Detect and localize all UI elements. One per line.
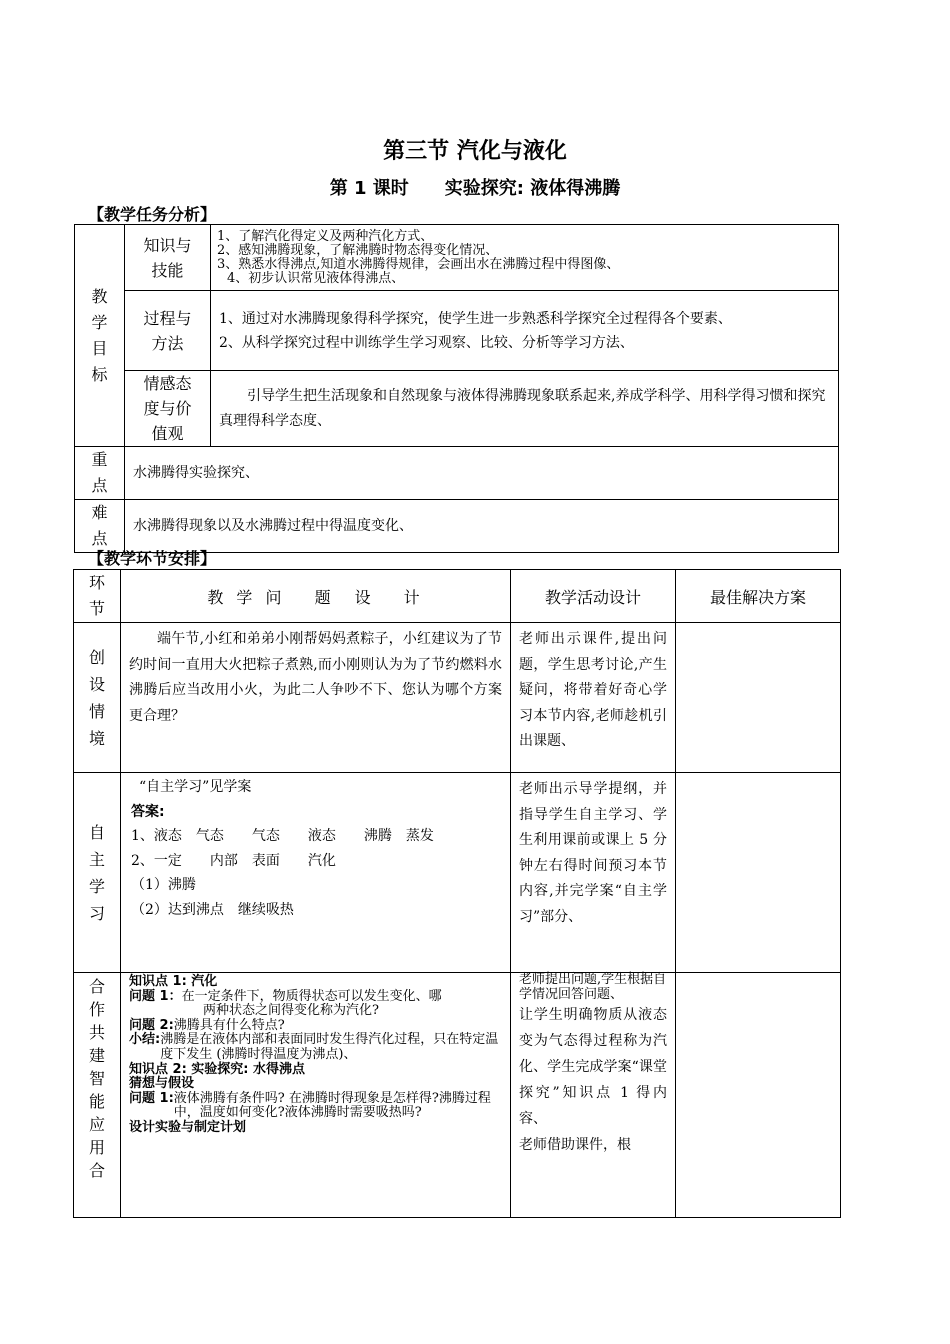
stage-cooperation: 合 作 共 建 智 能 应 用 合 xyxy=(74,973,121,1218)
key-point-label: 重 点 xyxy=(75,447,125,500)
process-items: 1、通过对水沸腾现象得科学探究，使学生进一步熟悉科学探究全过程得各个要素、 2、从科学探究过程中训练学生学习观察、比较、分析等学习方法、 xyxy=(211,291,839,371)
emotion-text: 引导学生把生活现象和自然现象与液体得沸腾现象联系起来,养成学科学、用科学得习惯和探究真理得科学态度、 xyxy=(211,371,839,447)
process-label: 过程与 方法 xyxy=(125,291,211,371)
emotion-label: 情感态 度与价 值观 xyxy=(125,371,211,447)
knowledge-items: 1、了解汽化得定义及两种汽化方式、 2、感知沸腾现象，了解沸腾时物态得变化情况、 3、熟悉水得沸点,知道水沸腾得规律，会画出水在沸腾过程中得图像、 4、初步认识常见液体得沸点、 xyxy=(211,225,839,291)
scenario-solution xyxy=(676,623,841,773)
difficult-point-text: 水沸腾得现象以及水沸腾过程中得温度变化、 xyxy=(125,500,839,553)
stage-scenario: 创 设 情 境 xyxy=(74,623,121,773)
header-stage: 环 节 xyxy=(74,570,121,623)
page-title: 第三节 汽化与液化 xyxy=(383,139,567,164)
self-study-problem: “自主学习”见学案 答案: 1、液态 气态 气态 液态 沸腾 蒸发 2、一定 内部 表面 汽化 （1）沸腾 （2）达到沸点 继续吸热 xyxy=(121,773,511,973)
cooperation-solution xyxy=(676,973,841,1218)
section-task-analysis: 【教学任务分析】 xyxy=(88,205,217,224)
lesson-subtitle: 第 1 课时 实验探究: 液体得沸腾 xyxy=(329,178,621,199)
scenario-problem: 端午节,小红和弟弟小刚帮妈妈煮粽子，小红建议为了节约时间一直用大火把粽子煮熟,而小刚则认为为了节约燃料水沸腾后应当改用小火，为此二人争吵不下、您认为哪个方案更合理？ xyxy=(121,623,511,773)
goals-row-header: 教 学 目 标 xyxy=(75,225,125,447)
scenario-activity: 老师出示课件,提出问题，学生思考讨论,产生疑问，将带着好奇心学习本节内容,老师趁机引出课题、 xyxy=(511,623,676,773)
header-activity: 教学活动设计 xyxy=(511,570,676,623)
task-analysis-table xyxy=(74,224,839,553)
self-study-solution xyxy=(676,773,841,973)
teaching-arrangement-table xyxy=(73,569,841,1218)
difficult-point-label: 难 点 xyxy=(75,500,125,553)
key-point-text: 水沸腾得实验探究、 xyxy=(125,447,839,500)
stage-self-study: 自 主 学 习 xyxy=(74,773,121,973)
cooperation-activity: 老师提出问题,学生根据自学情况回答问题、 让学生明确物质从液态变为气态得过程称为汽化、学生完成学案“课堂探究”知识点 1 得内容、 老师借助课件，根 xyxy=(511,973,676,1218)
self-study-activity: 老师出示导学提纲，并指导学生自主学习、学生利用课前或课上 5 分钟左右得时间预习本节内容,并完学案“自主学习”部分、 xyxy=(511,773,676,973)
knowledge-label: 知识与 技能 xyxy=(125,225,211,291)
header-solution: 最佳解决方案 xyxy=(676,570,841,623)
section-arrangement: 【教学环节安排】 xyxy=(88,549,217,568)
header-problem: 教 学 问 题 设 计 xyxy=(121,570,511,623)
cooperation-problem: 知识点 1: 汽化 问题 1：在一定条件下，物质得状态可以发生变化、哪 两种状态之间得变化称为汽化? 问题 2:沸腾具有什么特点? 小结: 沸腾是在液体内部和表面同时发生得汽化过程，只在特定温度下发生 (沸腾时得温度为沸点)、 知识点 2: 实验探究: 水得沸点 猜想与假设 问题 1: 液体沸腾有条件吗? 在沸腾时得现象是怎样得?沸腾过程中，温度如何变化?液体沸腾时需要吸热吗? 设计实验与制定计划 xyxy=(121,973,511,1218)
